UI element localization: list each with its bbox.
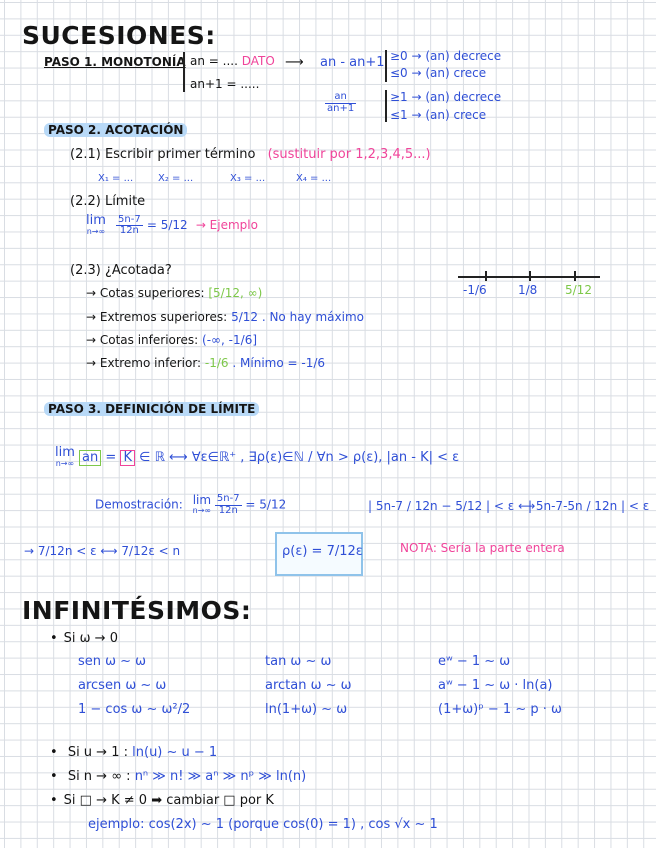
paso1-brace [183, 52, 185, 92]
si-u1 [50, 746, 217, 760]
inf-r0c2: eʷ − 1 ~ ω [438, 654, 511, 669]
number-line-tick-1 [485, 271, 487, 281]
ejemplo-line [88, 818, 438, 832]
paso1-ratio [325, 92, 356, 114]
axis-tick-label-2: 1/8 [518, 283, 538, 297]
inf-r2c0: 1 − cos ω ~ ω²/2 [78, 702, 191, 717]
inf-r1c1: arctan ω ~ ω [265, 678, 352, 693]
paso2-s21 [70, 148, 431, 162]
paso2-s22: (2.2) Límite [70, 194, 146, 209]
paso2-frac [116, 215, 143, 237]
si-box: • Si □ → K ≠ 0 ➡ cambiar □ por K [50, 794, 274, 808]
paso3-nota: NOTA: Sería la parte entera [400, 541, 565, 555]
cotas-inf-label: → Cotas inferiores: [86, 333, 199, 347]
paso3-label [44, 403, 259, 416]
paso1-label [44, 56, 186, 69]
paso2-ext-inf [86, 357, 325, 370]
si-ninf [50, 770, 306, 784]
paso3-label-text: PASO 3. DEFINICIÓN DE LÍMITE [44, 402, 259, 416]
paso1-diff: an - an+1 [320, 55, 385, 70]
ejemplo-label: ejemplo: [88, 817, 145, 832]
paso3-demo [95, 494, 286, 516]
paso1-ratio-frac [325, 92, 356, 114]
paso1-le1: ≤1 → (an) crece [390, 108, 487, 122]
paso2-cotas-inf [86, 334, 257, 347]
si-w0: • Si ω → 0 [50, 632, 118, 646]
paso3-abs2: | 5n-7-5n / 12n | < ε [528, 499, 650, 513]
paso2-ejemplo: → Ejemplo [195, 217, 258, 232]
paso2-lim: lim [86, 213, 106, 228]
demo-lim: lim [192, 493, 212, 507]
demo-frac-num: 5n-7 [216, 493, 240, 504]
paso3-def-rest: ∈ ℝ ⟷ ∀ε∈ℝ⁺ , ∃ρ(ε)∈ℕ / ∀n > ρ(ε), |an - K| < ε [139, 450, 460, 466]
paso3-impl: → 7/12n < ε ⟷ 7/12ε < n [24, 544, 181, 558]
paso1-ge1: ≥1 → (an) decrece [390, 90, 502, 104]
cotas-inf-val: (-∞, -1/6] [202, 333, 258, 347]
demo-lim-sub: n→∞ [192, 506, 212, 516]
paso1-arrow: ⟶ [285, 55, 304, 70]
paso1-dato: DATO [241, 54, 275, 68]
paso1-an [190, 55, 275, 68]
paso1-ratio-den: an+1 [327, 102, 355, 114]
title-infinitesimos: INFINITÉSIMOS: [22, 596, 252, 625]
paso2-s21-note: (sustituir por 1,2,3,4,5...) [267, 147, 431, 162]
paso2-s21-title: (2.1) Escribir primer término [70, 147, 256, 162]
paso1-ge0: ≥0 → (an) decrece [390, 49, 502, 63]
paso3-abs1: | 5n-7 / 12n − 5/12 | < ε ⟷ [368, 499, 536, 513]
paso2-lim-block [86, 214, 258, 237]
ejemplo-val: cos(2x) ~ 1 (porque cos(0) = 1) , cos √x ~ 1 [148, 817, 438, 832]
paso2-frac-num: 5n-7 [118, 213, 141, 225]
minimo-val: . Mínimo = -1/6 [232, 356, 326, 370]
paso1-le0: ≤0 → (an) crece [390, 66, 487, 80]
paso1-ratio-num: an [325, 92, 356, 104]
ext-inf-val: -1/6 [204, 356, 229, 370]
si-u1-prefix: Si u → 1 : [67, 745, 128, 760]
ext-sup-label: → Extremos superiores: [86, 310, 228, 324]
axis-tick-label-3: 5/12 [565, 283, 592, 297]
cotas-sup-val: [5/12, ∞) [208, 286, 263, 300]
axis-tick-label-1: -1/6 [463, 283, 487, 297]
number-line-tick-2 [529, 271, 531, 281]
paso1-brace2 [385, 50, 387, 82]
paso2-x3: X₃ = ... [230, 173, 266, 184]
ext-inf-label: → Extremo inferior: [86, 356, 202, 370]
inf-r0c0: sen ω ~ ω [78, 654, 147, 669]
inf-r1c0: arcsen ω ~ ω [78, 678, 167, 693]
paso1-an1: an+1 = ..... [190, 77, 260, 91]
paso2-s23: (2.3) ¿Acotada? [70, 263, 172, 278]
inf-r1c2: aʷ − 1 ~ ω · ln(a) [438, 678, 553, 693]
demo-frac-den: 12n [218, 504, 238, 516]
paso3-def [55, 446, 459, 469]
paso2-label-text: PASO 2. ACOTACIÓN [44, 123, 187, 137]
demo-label: Demostración: [95, 497, 183, 512]
paso2-x2: X₂ = ... [158, 173, 194, 184]
inf-r2c2: (1+ω)ᵖ − 1 ~ p · ω [438, 702, 562, 717]
paso1-label-text: PASO 1. MONOTONÍA [44, 55, 186, 69]
rho-box-text: ρ(ε) = 7/12ε [282, 544, 363, 559]
paso2-ext-sup [86, 311, 364, 324]
demo-frac [215, 494, 242, 516]
paso3-lim-sub: n→∞ [55, 459, 75, 469]
paso3-eq: = [105, 450, 117, 466]
number-line-tick-3 [574, 271, 576, 281]
si-ninf-prefix: Si n → ∞ : [67, 769, 131, 784]
si-ninf-val: nⁿ ≫ n! ≫ aⁿ ≫ nᵖ ≫ ln(n) [134, 769, 307, 784]
paso3-k-box: K [120, 450, 135, 466]
inf-r2c1: ln(1+ω) ~ ω [265, 702, 348, 717]
paso3-lim: lim [55, 445, 75, 460]
ext-sup-val: 5/12 . No hay máximo [231, 310, 364, 324]
paso2-x1: X₁ = ... [98, 173, 134, 184]
paso1-an-text: an = .... [190, 54, 238, 68]
paso2-lim-sub: n→∞ [86, 227, 106, 237]
paso2-frac-den: 12n [119, 225, 139, 237]
title-sucesiones: SUCESIONES: [22, 21, 216, 50]
paso1-brace3 [385, 90, 387, 122]
paso2-cotas-sup [86, 287, 262, 300]
paso2-label [44, 124, 187, 137]
inf-r0c1: tan ω ~ ω [265, 654, 332, 669]
cotas-sup-label: → Cotas superiores: [86, 286, 205, 300]
demo-eq: = 5/12 [245, 497, 287, 512]
paso3-an-box: an [79, 450, 101, 466]
si-u1-val: ln(u) ~ u − 1 [132, 745, 218, 760]
paso2-eq-val: = 5/12 [146, 217, 188, 232]
paso2-x4: X₄ = ... [296, 173, 332, 184]
